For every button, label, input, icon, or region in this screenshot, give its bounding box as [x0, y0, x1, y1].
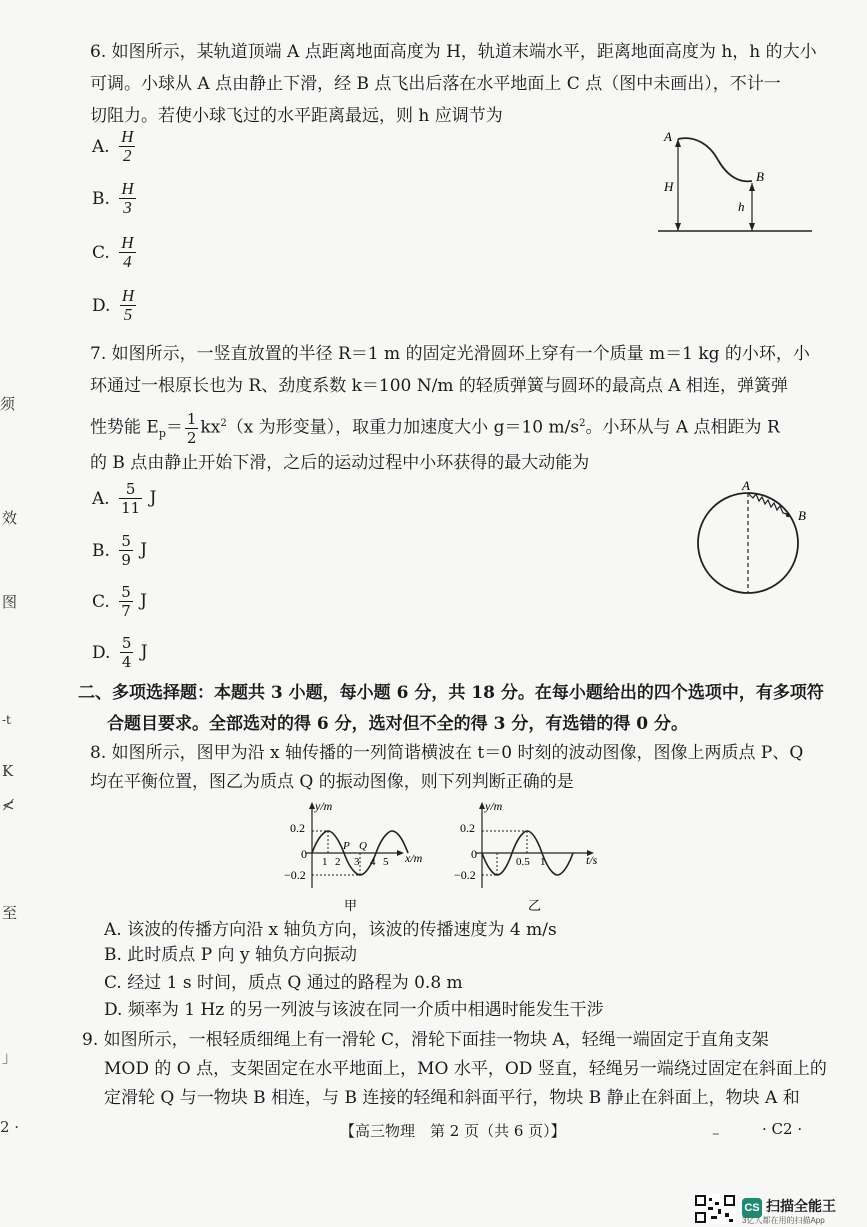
option-label: C. [92, 591, 110, 612]
q6-track-figure [650, 125, 820, 240]
fraction [119, 234, 135, 271]
q7-line-4: 的 B 点由静止开始下滑，之后的运动过程中小环获得的最大动能为 [90, 453, 590, 473]
option-label: A. [92, 488, 110, 509]
q9-line-3: 定滑轮 Q 与一物块 B 相连，与 B 连接的轻绳和斜面平行，物块 B 静止在斜面上，物块 A 和 [104, 1088, 800, 1108]
fraction-den: 3 [123, 198, 132, 217]
caption-yi: 乙 [528, 898, 542, 913]
fraction-num: H [121, 286, 135, 305]
fraction-num: H [121, 179, 134, 198]
camscanner-logo-icon: CS [742, 1198, 762, 1218]
point-P: P [343, 840, 350, 852]
fraction-num: H [121, 127, 134, 146]
section2-line-2: 合题目要求。全部选对的得 6 分，选对但不全的得 3 分，有选错的得 0 分。 [107, 714, 688, 734]
small-ring-B [786, 513, 790, 517]
margin-char-2: 效 [2, 509, 18, 527]
x-tick-2: 2 [335, 856, 341, 868]
page-footer: 【高三物理 第 2 页（共 6 页）】 [340, 1122, 566, 1140]
margin-char-7: 至 [2, 904, 18, 922]
q7-option-a [92, 480, 156, 517]
x-tick-1: 1 [322, 856, 328, 868]
margin-char-1: 须 [0, 395, 16, 413]
q7-ring-figure [690, 478, 820, 598]
option-label: B. [92, 540, 110, 561]
q8-vibration-graph-yi [452, 798, 612, 916]
qr-code-icon [694, 1194, 736, 1224]
fraction-num: 5 [121, 532, 131, 550]
superscript: 2 [579, 418, 586, 429]
origin-label: 0 [301, 847, 307, 861]
unit: J [149, 488, 157, 508]
unit: J [140, 591, 147, 611]
y-axis-label: y/m [315, 799, 333, 813]
x-axis-label: x/m [405, 851, 423, 865]
fraction-den: 2 [122, 146, 132, 165]
label-H: H [664, 179, 674, 194]
option-label: D. [92, 642, 111, 663]
fraction [119, 480, 142, 517]
unit: J [140, 642, 148, 662]
point-Q: Q [359, 840, 367, 852]
y-tick-bottom: −0.2 [454, 868, 476, 882]
q7-line-2: 环通过一根原长也为 R、劲度系数 k＝100 N/m 的轻质弹簧与圆环的最高点 A 相连，弹簧弹 [90, 376, 788, 396]
qr-dot [709, 1198, 712, 1201]
fraction [120, 634, 134, 671]
y-tick-bottom: −0.2 [284, 868, 306, 882]
fraction [185, 410, 199, 447]
q6-line-1: 6. 如图所示，某轨道顶端 A 点距离地面高度为 H，轨道末端水平，距离地面高度为 h，h 的大小 [90, 42, 817, 62]
fraction [119, 128, 135, 165]
option-label: C. [92, 242, 110, 263]
x-tick-5: 5 [383, 856, 389, 868]
qr-dot [708, 1207, 713, 1210]
q6-option-c [92, 234, 138, 271]
fraction-den: 9 [121, 551, 131, 569]
fraction-den: 11 [121, 499, 141, 517]
qr-dot [725, 1213, 729, 1217]
track-curve [678, 138, 752, 181]
footer-dash: – [712, 1124, 720, 1142]
q6-option-a [92, 128, 137, 165]
q6-option-d [92, 287, 138, 324]
fraction-num: H [121, 233, 134, 252]
y-tick-top: 0.2 [290, 821, 305, 835]
q6-option-b [92, 180, 138, 217]
q7-option-d [92, 634, 148, 671]
fraction [119, 180, 135, 217]
margin-char-4: -t [2, 713, 11, 727]
scanner-brand-name: 扫描全能王 [766, 1198, 836, 1214]
q8-option-a: A. 该波的传播方向沿 x 轴负方向，该波的传播速度为 4 m/s [104, 920, 557, 940]
q7-option-b [92, 532, 147, 569]
x-axis-arrow [397, 850, 404, 856]
origin-label: 0 [471, 847, 477, 861]
q8-line-2: 均在平衡位置，图乙为质点 Q 的振动图像，则下列判断正确的是 [90, 772, 574, 792]
fraction [119, 532, 133, 569]
q7-text: kx [200, 417, 221, 438]
superscript: 2 [220, 418, 227, 429]
arrow-down [675, 223, 681, 231]
q9-line-1: 9. 如图所示，一根轻质细绳上有一滑轮 C，滑轮下面挂一物块 A，轻绳一端固定于直角支架 [82, 1030, 769, 1050]
fraction-den: 7 [121, 602, 131, 620]
fraction-den: 2 [186, 428, 197, 447]
label-A: A [664, 129, 672, 144]
fraction-den: 5 [123, 305, 133, 324]
arrow-up [749, 183, 755, 191]
fraction-num: 5 [121, 634, 132, 652]
margin-char-3: 图 [2, 593, 18, 611]
option-label: B. [92, 188, 110, 209]
q7-option-c [92, 583, 147, 620]
q8-option-c: C. 经过 1 s 时间，质点 Q 通过的路程为 0.8 m [104, 973, 463, 993]
q7-text: （x 为形变量），取重力加速度大小 g＝10 m/s [226, 417, 580, 438]
t-tick-0.5: 0.5 [516, 856, 530, 868]
fraction [119, 583, 133, 620]
arrow-down [749, 223, 755, 231]
q7-text: ＝ [165, 417, 183, 438]
fraction [120, 287, 136, 324]
q7-text: 。小环从与 A 点相距为 R [585, 417, 780, 438]
margin-char-8: 」 [2, 1048, 18, 1066]
option-label: A. [92, 136, 110, 157]
caption-jia: 甲 [344, 898, 358, 913]
q8-line-1: 8. 如图所示，图甲为沿 x 轴传播的一列简谐横波在 t＝0 时刻的波动图像，图像上两质点 P、Q [90, 743, 804, 763]
scanner-brand-sub: 3亿人都在用的扫描App [742, 1216, 825, 1225]
label-B: B [756, 169, 764, 184]
qr-dot [718, 1209, 721, 1214]
fraction-den: 4 [123, 252, 132, 271]
unit: J [140, 540, 148, 560]
q6-line-3: 切阻力。若使小球飞过的水平距离最远，则 h 应调节为 [90, 106, 503, 126]
qr-dot [729, 1219, 733, 1222]
footer-code: · C2 · [762, 1120, 803, 1138]
q6-line-2: 可调。小球从 A 点由静止下滑，经 B 点飞出后落在水平地面上 C 点（图中未画出），不计一 [90, 74, 781, 94]
q8-option-b: B. 此时质点 P 向 y 轴负方向振动 [104, 945, 357, 965]
label-B: B [798, 508, 806, 523]
q8-option-d: D. 频率为 1 Hz 的另一列波与该波在同一介质中相遇时能发生干涉 [104, 1000, 604, 1020]
margin-char-9: 2 · [0, 1118, 20, 1136]
q9-line-2: MOD 的 O 点，支架固定在水平地面上，MO 水平，OD 竖直，轻绳另一端绕过固定在斜面上的 [104, 1059, 827, 1079]
fraction-num: 5 [119, 480, 142, 499]
subscript: p [158, 427, 166, 441]
label-h: h [738, 199, 745, 214]
label-A: A [742, 478, 750, 493]
x-axis-label: t/s [586, 853, 598, 867]
t-tick-1: 1 [540, 856, 546, 868]
y-tick-top: 0.2 [460, 821, 475, 835]
fraction-num: 5 [121, 583, 131, 601]
margin-char-6: ≮ [2, 796, 15, 814]
q7-text: 性势能 E [90, 417, 159, 438]
x-tick-3: 3 [354, 856, 360, 868]
section2-line-1: 二、多项选择题：本题共 3 小题，每小题 6 分，共 18 分。在每小题给出的四个选项中，有多项符 [78, 683, 824, 703]
option-label: D. [92, 295, 111, 316]
q8-wave-graph-jia [282, 798, 442, 916]
y-axis-label: y/m [485, 799, 503, 813]
qr-dot [715, 1202, 719, 1205]
margin-char-5: K [2, 762, 14, 780]
x-tick-4: 4 [370, 856, 376, 868]
fraction-num: 1 [186, 409, 197, 428]
q7-line-1: 7. 如图所示，一竖直放置的半径 R＝1 m 的固定光滑圆环上穿有一个质量 m＝1 kg 的小环，小 [90, 344, 810, 364]
qr-dot [711, 1216, 717, 1219]
q7-line-3 [90, 404, 780, 454]
arrow-up [675, 139, 681, 147]
fraction-den: 4 [121, 653, 132, 671]
